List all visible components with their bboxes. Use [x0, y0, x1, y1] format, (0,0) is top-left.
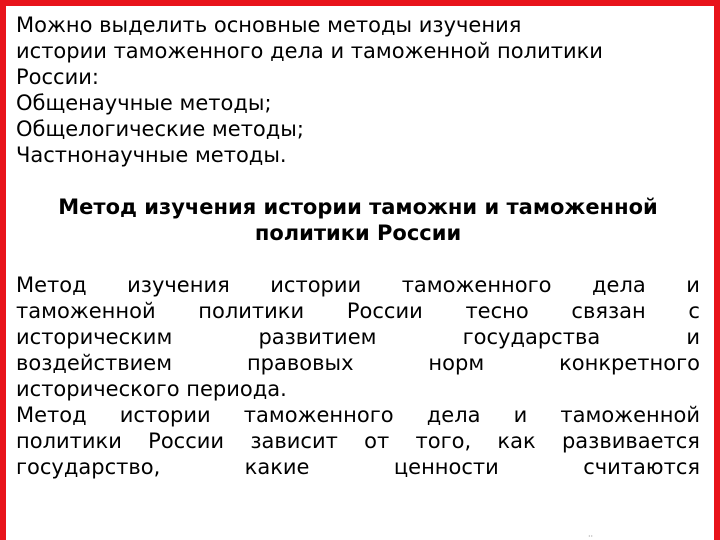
paragraph1-line: историческим развитием государства и	[16, 325, 700, 349]
paragraph1-line: Метод изучения истории таможенного дела и	[16, 273, 700, 297]
intro-line: Можно выделить основные методы изучения	[16, 13, 522, 37]
slide-body	[16, 12, 700, 480]
paragraph2-line: государство, какие ценности считаются	[16, 455, 700, 479]
method-item: Общенаучные методы;	[16, 91, 272, 115]
paragraph2-line: Метод истории таможенного дела и таможенной	[16, 403, 700, 427]
section-heading-line1: Метод изучения истории таможни и таможенной	[58, 195, 658, 219]
paragraph2-line: политики России зависит от того, как развивается	[16, 429, 700, 453]
section-heading-line2: политики России	[254, 221, 462, 245]
spacer	[16, 168, 700, 194]
paragraph1-line: таможенной политики России тесно связан с	[16, 299, 700, 323]
slide-frame-right	[714, 0, 720, 540]
paragraph1-line: воздействием правовых норм конкретного	[16, 351, 700, 375]
slide-footnote-mark: ··	[588, 532, 594, 540]
method-item: Частнонаучные методы.	[16, 143, 287, 167]
paragraph1-last-line: исторического периода.	[16, 377, 287, 401]
slide-frame-left	[0, 0, 6, 540]
method-item: Общелогические методы;	[16, 117, 304, 141]
slide-frame-top	[0, 0, 720, 6]
spacer	[16, 246, 700, 272]
intro-line: России:	[16, 65, 99, 89]
intro-line: истории таможенного дела и таможенной политики	[16, 39, 603, 63]
